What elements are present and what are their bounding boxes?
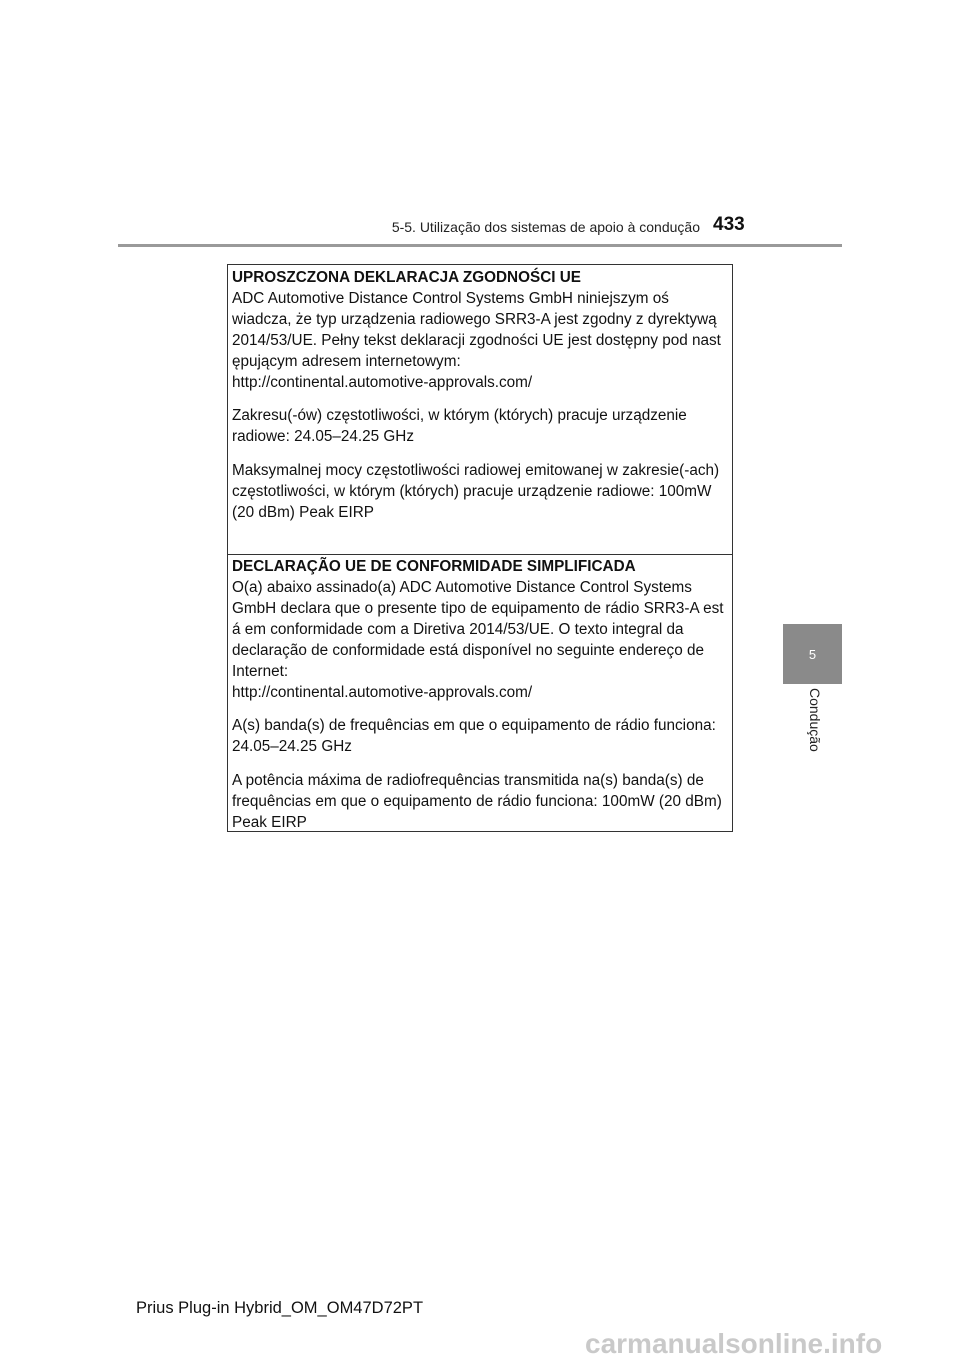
declaration-text-line: radiowe: 24.05–24.25 GHz: [232, 428, 414, 445]
chapter-label: Condução: [807, 688, 823, 752]
declaration-portuguese: [228, 554, 732, 831]
section-title: 5-5. Utilização dos sistemas de apoio à condução: [391, 219, 700, 235]
declaration-text-line: Peak EIRP: [232, 814, 307, 831]
declaration-text-line: 2014/53/UE. Pełny tekst deklaracji zgodności UE jest dostępny pod nast: [232, 332, 721, 349]
declaration-polish: [228, 265, 732, 555]
declaration-box: [227, 264, 733, 832]
declaration-text-line: frequências em que o equipamento de rádio funciona: 100mW (20 dBm): [232, 793, 722, 810]
chapter-tab: [783, 624, 842, 684]
declaration-text-line: á em conformidade com a Diretiva 2014/53/UE. O texto integral da: [232, 621, 684, 638]
declaration-url: http://continental.automotive-approvals.com/: [232, 374, 533, 391]
declaration-text-line: (20 dBm) Peak EIRP: [232, 504, 374, 521]
declaration-text-line: A(s) banda(s) de frequências em que o equipamento de rádio funciona:: [232, 717, 716, 734]
declaration-text-line: Zakresu(-ów) częstotliwości, w którym (których) pracuje urządzenie: [232, 407, 687, 424]
document-id: Prius Plug-in Hybrid_OM_OM47D72PT: [136, 1299, 424, 1317]
declaration-text-line: O(a) abaixo assinado(a) ADC Automotive Distance Control Systems: [232, 579, 692, 596]
header-divider: [118, 244, 842, 247]
declaration-heading: UPROSZCZONA DEKLARACJA ZGODNOŚCI UE: [232, 269, 582, 286]
declaration-text-line: declaração de conformidade está disponível no seguinte endereço de: [232, 642, 704, 659]
declaration-text-line: Internet:: [232, 663, 289, 680]
declaration-url: http://continental.automotive-approvals.com/: [232, 684, 533, 701]
declaration-text-line: częstotliwości, w którym (których) pracuje urządzenie radiowe: 100mW: [232, 483, 712, 500]
declaration-text-line: A potência máxima de radiofrequências transmitida na(s) banda(s) de: [232, 772, 704, 789]
page-number: 433: [713, 214, 745, 235]
watermark: carmanualsonline.info: [585, 1328, 883, 1359]
declaration-text-line: 24.05–24.25 GHz: [232, 738, 352, 755]
declaration-text-line: ępującym adresem internetowym:: [232, 353, 461, 370]
declaration-text-line: wiadcza, że typ urządzenia radiowego SRR3-A jest zgodny z dyrektywą: [232, 311, 717, 328]
declaration-text-line: Maksymalnej mocy częstotliwości radiowej emitowanej w zakresie(-ach): [232, 462, 720, 479]
declaration-heading: DECLARAÇÃO UE DE CONFORMIDADE SIMPLIFICADA: [232, 558, 636, 575]
declaration-text-line: ADC Automotive Distance Control Systems GmbH niniejszym oś: [232, 290, 669, 307]
declaration-text-line: GmbH declara que o presente tipo de equipamento de rádio SRR3-A est: [232, 600, 724, 617]
chapter-number: 5: [808, 646, 817, 662]
